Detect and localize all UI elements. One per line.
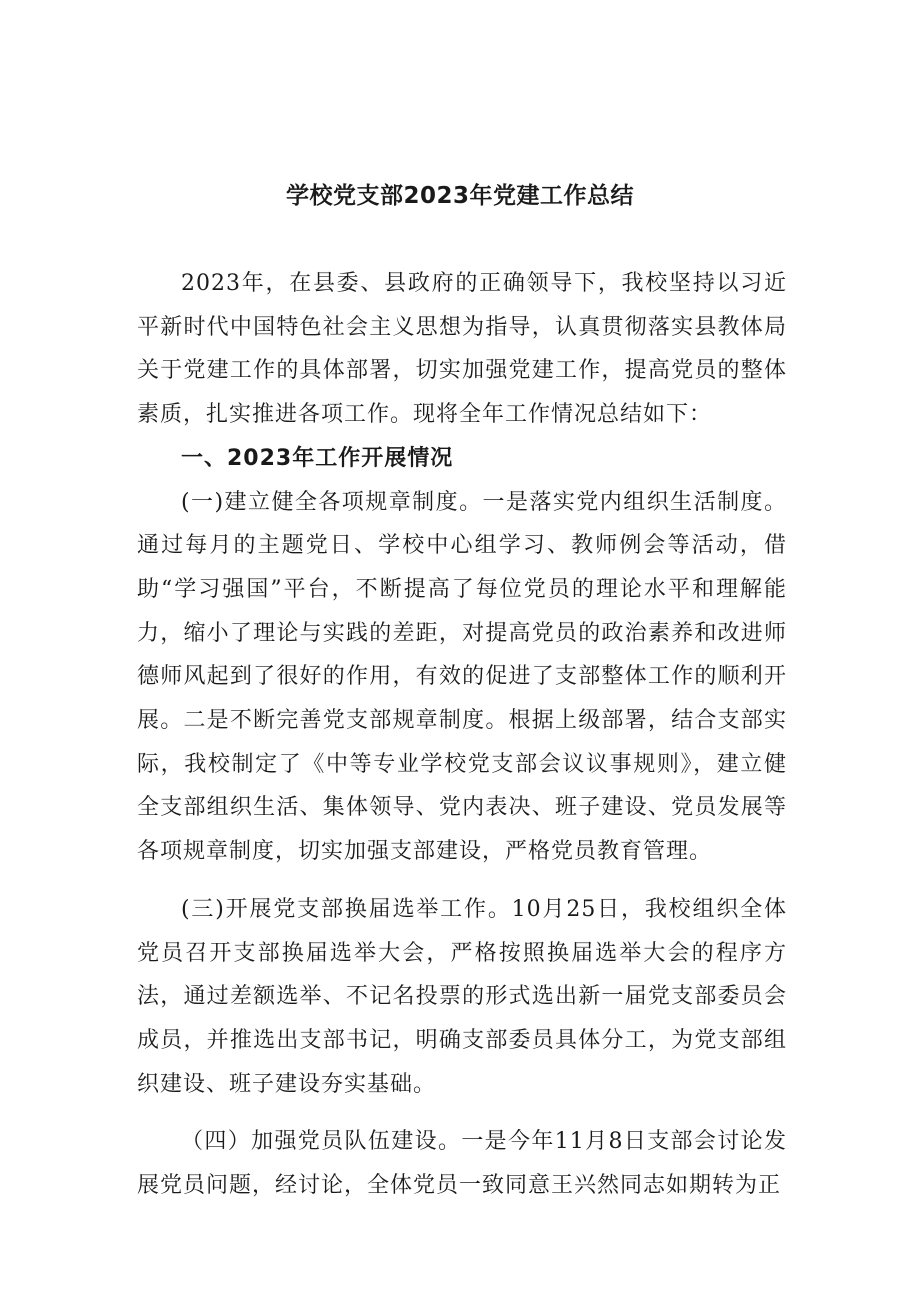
- section-heading: 一、2023年工作开展情况: [181, 445, 454, 471]
- intro-paragraph: 2023年，在县委、县政府的正确领导下，我校坚持以习近平新时代中国特色社会主义思想为指导，认真贯彻落实县教体局关于党建工作的具体部署，切实加强党建工作，提高党员的整体素质，扎实推进各项工作。现将全年工作情况总结如下：: [137, 271, 787, 428]
- paragraph-gap: [137, 1106, 787, 1120]
- paragraph-election: (三)开展党支部换届选举工作。10月25日，我校组织全体党员召开支部换届选举大会，严格按照换届选举大会的程序方法，通过差额选举、不记名投票的形式选出新一届党支部委员会成员，并推选出支部书记，明确支部委员具体分工，为党支部组织建设、班子建设夯实基础。: [137, 896, 787, 1097]
- document-title: 学校党支部2023年党建工作总结: [285, 183, 634, 209]
- paragraph-team-building: （四）加强党员队伍建设。一是今年11月8日支部会讨论发展党员问题，经讨论，全体党员一致同意王兴然同志如期转为正: [137, 1129, 787, 1199]
- document-body: [137, 262, 787, 1208]
- paragraph-gap: [137, 874, 787, 888]
- paragraph-rules: (一)建立健全各项规章制度。一是落实党内组织生活制度。通过每月的主题党日、学校中心组学习、教师例会等活动，借助“学习强国”平台，不断提高了每位党员的理论水平和理解能力，缩小了理论与实践的差距，对提高党员的政治素养和改进师德师风起到了很好的作用，有效的促进了支部整体工作的顺利开展。二是不断完善党支部规章制度。根据上级部署，结合支部实际，我校制定了《中等专业学校党支部会议议事规则》，建立健全支部组织生活、集体领导、党内表决、班子建设、党员发展等各项规章制度，切实加强支部建设，严格党员教育管理。: [137, 489, 787, 865]
